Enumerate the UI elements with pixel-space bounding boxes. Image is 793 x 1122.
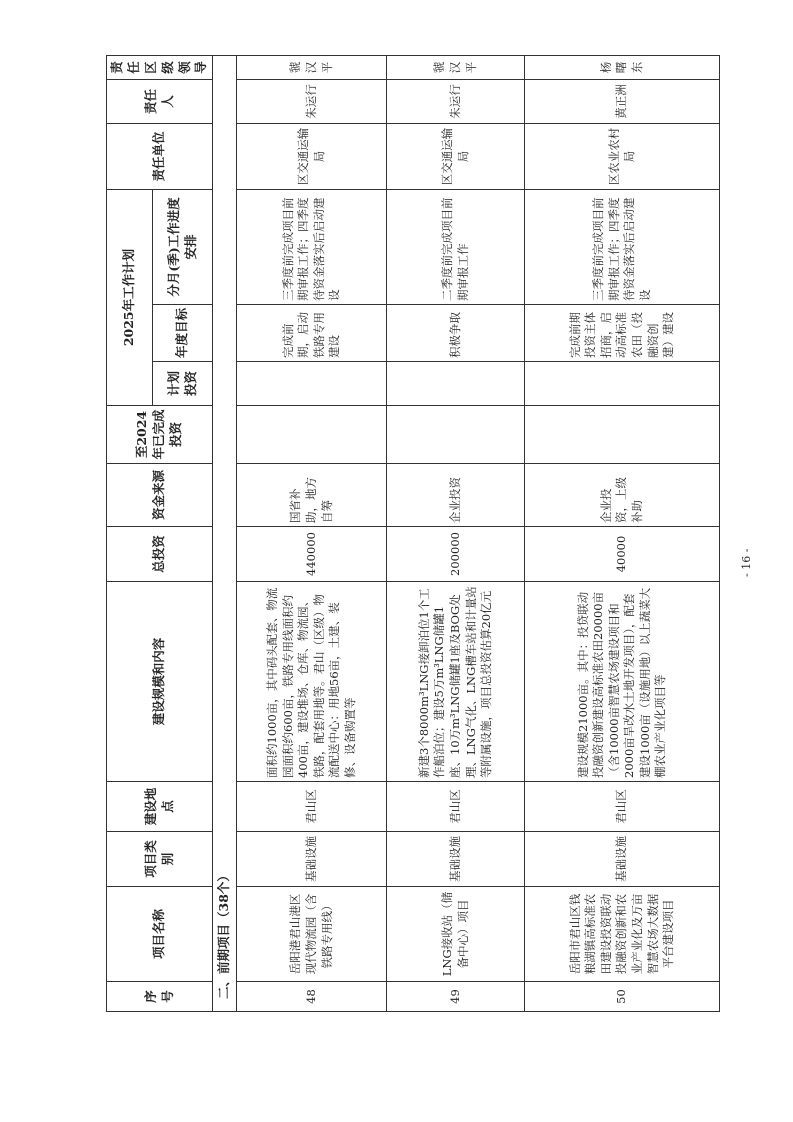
cell-person: 黄正洲 <box>525 80 720 124</box>
project-table <box>106 55 720 1012</box>
section-title: 二、前期项目（38个） <box>213 56 237 1012</box>
header-done2024: 至2024年已完成投资 <box>107 406 213 464</box>
cell-category: 基础设施 <box>387 832 525 887</box>
cell-location: 君山区 <box>387 782 525 832</box>
cell-year-goal: 完成前期投资主体招商，启动高标准农田（投融资创建）建设 <box>525 305 720 362</box>
header-seq: 序号 <box>107 982 213 1012</box>
cell-leader: 杨曙东 <box>525 56 720 80</box>
cell-category: 基础设施 <box>237 832 387 887</box>
cell-schedule: 二季度前完成项目前期审报工作 <box>387 190 525 305</box>
table-row <box>387 56 525 1012</box>
cell-person: 朱运行 <box>387 80 525 124</box>
header-schedule: 分月(季)工作进度安排 <box>153 190 213 305</box>
cell-year-goal: 积极争取 <box>387 305 525 362</box>
cell-category: 基础设施 <box>525 832 720 887</box>
header-plan-invest: 计划投资 <box>153 362 213 406</box>
rotated-table-frame <box>106 56 679 1012</box>
header-unit: 责任单位 <box>107 124 213 190</box>
section-row <box>213 56 237 1012</box>
cell-total: 440000 <box>237 527 387 582</box>
header-content: 建设规模和内容 <box>107 582 213 782</box>
cell-schedule: 三季度前完成项目前期审报工作；四季度待资金落实后启动建设 <box>525 190 720 305</box>
cell-schedule: 三季度前完成项目前期审报工作；四季度待资金落实后启动建设 <box>237 190 387 305</box>
cell-total: 40000 <box>525 527 720 582</box>
cell-plan-invest <box>237 362 387 406</box>
header-leader: 责任区级领导 <box>107 56 213 80</box>
cell-name: 岳阳市君山区钱粮湖镇高标准农田建设投资联动投融资创新和农业产业化及万亩智慧农场大数据平台建设项目 <box>525 887 720 982</box>
table-row <box>525 56 720 1012</box>
cell-plan-invest <box>387 362 525 406</box>
header-location: 建设地点 <box>107 782 213 832</box>
cell-seq: 48 <box>237 982 387 1012</box>
cell-content: 面积约1000亩，其中码头配套、物流园面积约600亩，铁路专用线面积约400亩，建设堆场、仓库、物流园、铁路，配套用地等。君山（区级）物流配送中心：用地56亩，土建、装修、设备购置等 <box>237 582 387 782</box>
cell-content: 新建3个8000m³LNG接卸泊位1个工作船泊位；建设5万m³LNG储罐1座、10万m³LNG储罐1座及BOG处理、LNG气化、LNG槽车站和计量站等附属设施，项目总投资估算20亿元 <box>387 582 525 782</box>
cell-content: 建设规模21000亩。其中：投贷联动投融资创新建设高标准农田20000亩（含10000亩智慧农场建设项目和2000亩旱改水土地开发项目），配套建设1000亩（设施用地）以上蔬菜大棚农业产业化项目等 <box>525 582 720 782</box>
cell-done2024 <box>237 406 387 464</box>
cell-seq: 49 <box>387 982 525 1012</box>
cell-seq: 50 <box>525 982 720 1012</box>
cell-done2024 <box>525 406 720 464</box>
cell-leader: 虢汉平 <box>387 56 525 80</box>
cell-person: 朱运行 <box>237 80 387 124</box>
cell-done2024 <box>387 406 525 464</box>
cell-name: 岳阳港君山港区现代物流园（含铁路专用线） <box>237 887 387 982</box>
cell-year-goal: 完成前期，启动铁路专用建设 <box>237 305 387 362</box>
cell-name: LNG接收站（储备中心）项目 <box>387 887 525 982</box>
cell-unit: 区交通运输局 <box>387 124 525 190</box>
header-person: 责任人 <box>107 80 213 124</box>
table-row <box>237 56 387 1012</box>
header-row-1 <box>107 56 153 1012</box>
cell-plan-invest <box>525 362 720 406</box>
header-year-goal: 年度目标 <box>153 305 213 362</box>
page-number: - 16 - <box>740 548 753 578</box>
header-plan-group: 2025年工作计划 <box>107 190 153 406</box>
header-funding: 资金来源 <box>107 464 213 527</box>
cell-funding: 企业投资，上级补助 <box>525 464 720 527</box>
cell-location: 君山区 <box>237 782 387 832</box>
cell-unit: 区农业农村局 <box>525 124 720 190</box>
header-category: 项目类别 <box>107 832 213 887</box>
cell-funding: 企业投资 <box>387 464 525 527</box>
header-total: 总投资 <box>107 527 213 582</box>
cell-unit: 区交通运输局 <box>237 124 387 190</box>
header-name: 项目名称 <box>107 887 213 982</box>
cell-funding: 国省补助，地方自筹 <box>237 464 387 527</box>
cell-location: 君山区 <box>525 782 720 832</box>
cell-total: 200000 <box>387 527 525 582</box>
cell-leader: 虢汉平 <box>237 56 387 80</box>
